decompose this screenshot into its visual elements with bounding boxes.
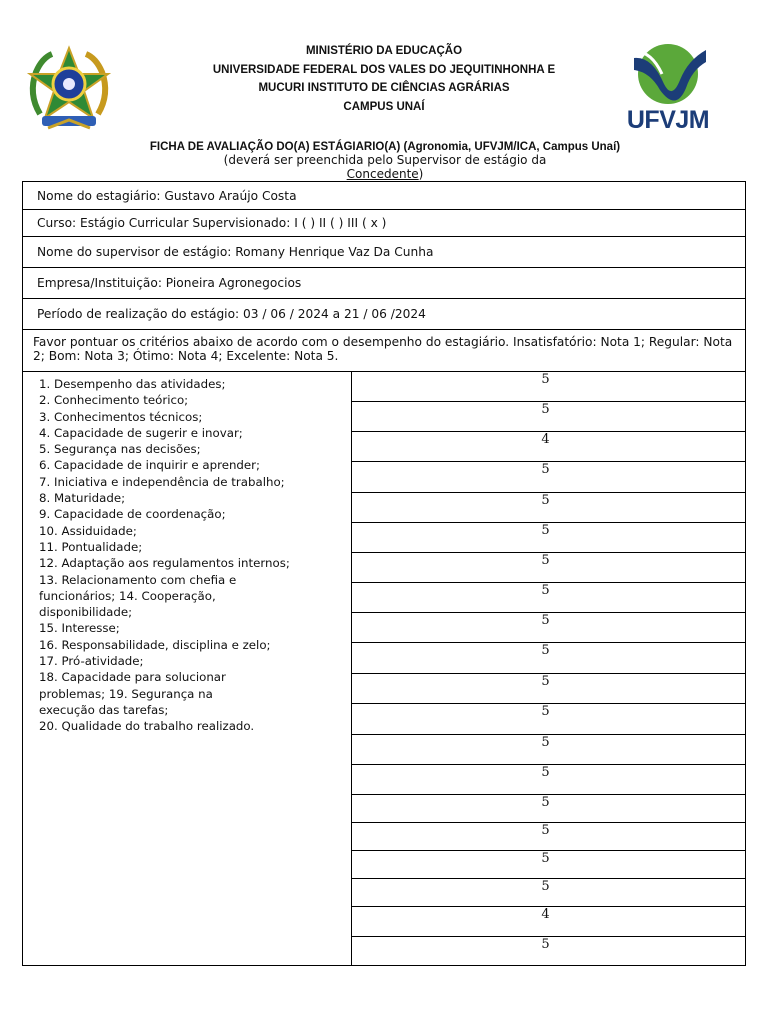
score-value: 5 bbox=[541, 879, 550, 894]
score-cell bbox=[352, 523, 745, 553]
score-value: 5 bbox=[541, 493, 550, 508]
ufvjm-logo-icon bbox=[630, 44, 706, 106]
institution-heading bbox=[180, 42, 588, 117]
score-cell bbox=[352, 674, 745, 704]
score-value: 5 bbox=[541, 937, 550, 952]
score-cell bbox=[352, 402, 745, 432]
evaluation-form bbox=[22, 181, 746, 966]
form-subtitle bbox=[150, 153, 620, 181]
criteria-line: 12. Adaptação aos regulamentos internos; bbox=[39, 556, 290, 571]
logo-text: UFVJM bbox=[626, 106, 710, 134]
form-subtitle-line2 bbox=[150, 167, 620, 181]
criteria-line: 11. Pontualidade; bbox=[39, 539, 143, 554]
criteria-line: 17. Pró-atividade; bbox=[39, 654, 144, 669]
document-header bbox=[0, 0, 768, 140]
period-row bbox=[23, 299, 745, 330]
criteria-line: 5. Segurança nas decisões; bbox=[39, 442, 201, 457]
score-cell bbox=[352, 795, 745, 823]
score-cell bbox=[352, 765, 745, 795]
score-value: 5 bbox=[541, 583, 550, 598]
criteria-line: 10. Assiduidade; bbox=[39, 523, 137, 538]
score-cell bbox=[352, 735, 745, 765]
company-name: Empresa/Instituição: Pioneira Agronegocios bbox=[37, 276, 302, 290]
supervisor-row bbox=[23, 237, 745, 268]
criteria-line: 4. Capacidade de sugerir e inovar; bbox=[39, 425, 243, 440]
institution-line: MINISTÉRIO DA EDUCAÇÃO bbox=[305, 45, 463, 57]
criteria-line: 2. Conhecimento teórico; bbox=[39, 393, 189, 408]
institution-line: UNIVERSIDADE FEDERAL DOS VALES DO JEQUITINHONHA E bbox=[212, 63, 556, 76]
criteria-line: 7. Iniciativa e independência de trabalho; bbox=[39, 474, 285, 489]
score-cell bbox=[352, 851, 745, 879]
score-cell bbox=[352, 583, 745, 613]
criteria-line: 18. Capacidade para solucionar bbox=[39, 670, 226, 685]
concedente-text: Concedente bbox=[346, 167, 419, 181]
criteria-line: execução das tarefas; bbox=[39, 702, 169, 717]
criteria-line: 3. Conhecimentos técnicos; bbox=[39, 409, 203, 424]
intern-name: Nome do estagiário: Gustavo Araújo Costa bbox=[37, 188, 297, 203]
ufvjm-logo bbox=[626, 44, 710, 136]
criteria-line: 20. Qualidade do trabalho realizado. bbox=[39, 719, 255, 734]
criteria-line: 1. Desempenho das atividades; bbox=[39, 377, 226, 391]
score-cell bbox=[352, 462, 745, 493]
score-column bbox=[352, 372, 745, 965]
criteria-line: 16. Responsabilidade, disciplina e zelo; bbox=[39, 637, 271, 652]
score-value: 5 bbox=[541, 851, 550, 866]
criteria-line: problemas; 19. Segurança na bbox=[39, 686, 213, 701]
score-value: 5 bbox=[541, 704, 550, 719]
score-cell bbox=[352, 493, 745, 523]
company-row bbox=[23, 268, 745, 299]
form-subtitle-line: (deverá ser preenchida pelo Supervisor de estágio da bbox=[223, 153, 547, 167]
score-cell bbox=[352, 613, 745, 643]
score-value: 5 bbox=[541, 674, 550, 689]
score-value: 5 bbox=[541, 613, 550, 628]
score-cell bbox=[352, 643, 745, 674]
score-cell bbox=[352, 823, 745, 851]
criteria-line: 9. Capacidade de coordenação; bbox=[39, 507, 226, 522]
score-cell bbox=[352, 907, 745, 937]
instructions-row bbox=[23, 330, 745, 372]
course: Curso: Estágio Curricular Supervisionado: I ( ) II ( ) III ( x ) bbox=[37, 216, 387, 230]
criteria-line: disponibilidade; bbox=[39, 605, 133, 620]
score-cell bbox=[352, 937, 745, 964]
score-cell bbox=[352, 879, 745, 907]
score-cell bbox=[352, 704, 745, 735]
score-value: 5 bbox=[541, 402, 550, 417]
form-title: FICHA DE AVALIAÇÃO DO(A) ESTÁGIARIO(A) (Agronomia, UFVJM/ICA, Campus Unaí) bbox=[149, 141, 621, 153]
score-value: 5 bbox=[541, 823, 550, 838]
supervisor-name: Nome do supervisor de estágio: Romany Henrique Vaz Da Cunha bbox=[37, 245, 434, 259]
score-value: 5 bbox=[541, 765, 550, 780]
score-value: 5 bbox=[541, 795, 550, 810]
score-value: 5 bbox=[541, 372, 550, 387]
criteria-line: 8. Maturidade; bbox=[39, 491, 126, 506]
score-value: 5 bbox=[541, 735, 550, 750]
institution-line: MUCURI INSTITUTO DE CIÊNCIAS AGRÁRIAS bbox=[258, 82, 510, 95]
criteria-line: 6. Capacidade de inquirir e aprender; bbox=[39, 458, 261, 473]
score-cell bbox=[352, 553, 745, 583]
score-value: 4 bbox=[541, 432, 550, 447]
score-value: 5 bbox=[541, 462, 550, 477]
score-value: 4 bbox=[541, 907, 550, 922]
score-value: 5 bbox=[541, 553, 550, 568]
criteria-list bbox=[23, 372, 352, 965]
criteria-line: 15. Interesse; bbox=[39, 621, 120, 636]
score-value: 5 bbox=[541, 643, 550, 658]
internship-period: Período de realização do estágio: 03 / 06 / 2024 a 21 / 06 /2024 bbox=[37, 307, 426, 321]
score-cell bbox=[352, 372, 745, 402]
criteria-line: 13. Relacionamento com chefia e bbox=[39, 572, 237, 587]
criteria-line: funcionários; 14. Cooperação, bbox=[39, 588, 216, 603]
institution-line: CAMPUS UNAÍ bbox=[343, 101, 425, 114]
score-value: 5 bbox=[541, 523, 550, 538]
score-cell bbox=[352, 432, 745, 462]
brazil-coat-of-arms-icon bbox=[22, 44, 116, 134]
instructions: Favor pontuar os critérios abaixo de acordo com o desempenho do estagiário. Insatisfatório: Nota 1; Regular: Nota 2; Bom: Nota 3; Ótimo: Nota 4; Excelente: Nota 5. bbox=[33, 335, 733, 363]
intern-name-row bbox=[23, 182, 745, 210]
subtitle-close: ) bbox=[418, 167, 424, 181]
course-row bbox=[23, 210, 745, 237]
